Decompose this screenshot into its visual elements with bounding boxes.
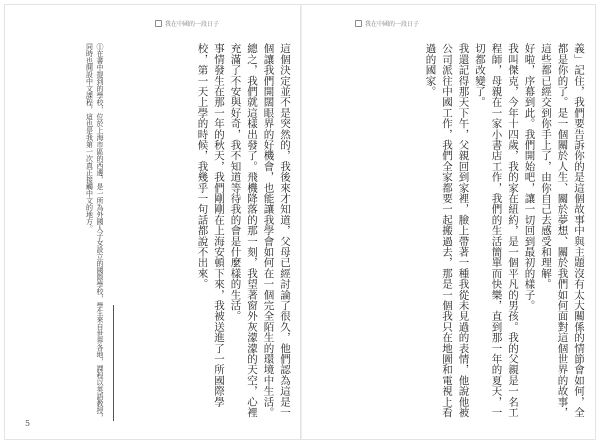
page-number: 5 — [25, 419, 31, 428]
running-title-left: 我在中國的一段日子 — [165, 20, 220, 28]
paragraph: 總之，我們就這樣出發了。飛機降落的那一刻，我望著窗外灰濛濛的天空，心裡充滿了不安與好奇，我不知道等待我的會是什麼樣的生活。 — [229, 43, 258, 418]
paragraph: 這個決定並不是突然的，我後來才知道，父母已經討論了很久，他們認為這是一個讓我們開闊眼界的好機會，也能讓我學會如何在一個完全陌生的環境中生活。 — [262, 43, 291, 418]
footnote-text: ①在書中提到的學校，位於上海市區的西邊，是一所為外國人子女設立的國際學校，學生來自世界各地，課程以英語教授，同時也開設中文課程，這也是我第一次真正接觸中文的地方。 — [85, 43, 104, 421]
header-ornament-icon — [155, 20, 162, 27]
book-spread — [4, 4, 596, 440]
paragraph: 我叫傑克，今年十四歲，我的家在紐約，是一個平凡的男孩。我的父親是一名工程師，母親在一家小書店工作，我們的生活簡單而快樂，直到那一年的夏天，一切都改變了。 — [474, 43, 519, 418]
header-ornament-icon — [355, 20, 362, 27]
page-gutter — [300, 5, 302, 439]
footnote-divider — [113, 305, 114, 421]
running-header-left — [155, 17, 285, 29]
running-title-right: 我在中國的一段日子 — [365, 20, 420, 28]
running-header-right — [355, 17, 485, 29]
footnote — [23, 43, 105, 421]
paragraph: 義」記住，我們要告訴你的是這個故事中與主題沒有太大關係的情節會如何，全都是你的了。是一個關於人生、關於夢想、關於我們如何面對這個世界的故事，這些都已經交到你手上了，由你自己去感受和理解。 — [540, 43, 585, 418]
right-page-body — [315, 43, 587, 421]
paragraph: 事情發生在那一年的秋天，我們剛剛在上海安頓下來，我被送進了一所國際學校，第一天上學的時候，我幾乎一句話都說不出來。 — [196, 43, 225, 407]
left-page-body — [123, 43, 293, 421]
paragraph: 好啦，序幕到此。我們開始吧，讓一切回到最初的樣子。 — [523, 43, 536, 311]
paragraph: 我還記得那天下午，父親回到家裡，臉上帶著一種我從未見過的表情，他說他被公司派往中國工作，我們全家都要一起搬過去，那是一個我只在地圖和電視上看過的國家。 — [424, 43, 470, 418]
